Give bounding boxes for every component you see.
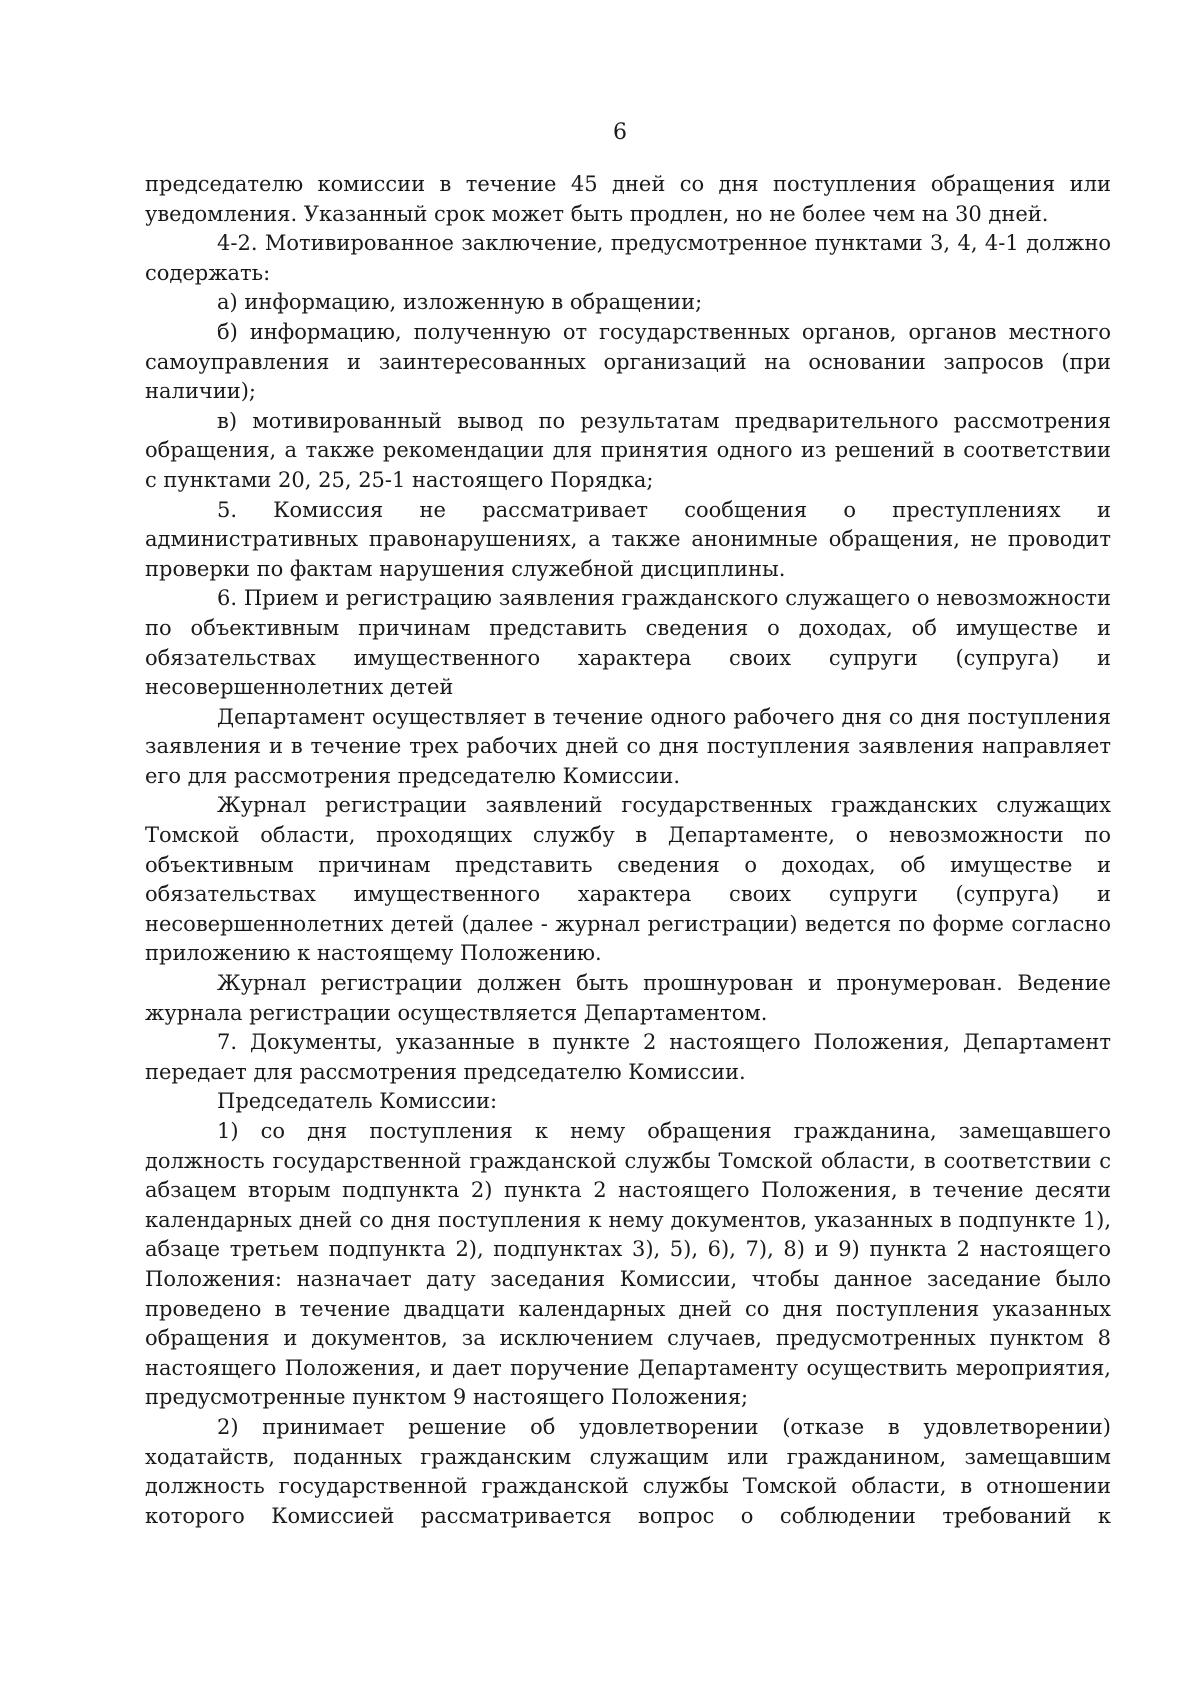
paragraph-4-2-b: б) информацию, полученную от государственных органов, органов местного самоуправления и заинтересованных организаций на основании запросов (при наличии); [145,319,1111,404]
paragraph-6: 6. Прием и регистрацию заявления гражданского служащего о невозможности по объективным причинам представить сведения о доходах, об имуществе и обязательствах имущественного характера своих супруги (супруга) и несовершеннолетних детей [145,586,1111,700]
paragraph-7-item-1: 1) со дня поступления к нему обращения гражданина, замещавшего должность государственной гражданской службы Томской области, в соответствии с абзацем вторым подпункта 2) пункта 2 настоящего Положения, в течение десяти календарных дней со дня поступления к нему документов, указанных в подпункте 1), абзаце третьем подпункта 2), подпунктах 3), 5), 6), 7), 8) и 9) пункта 2 настоящего Положения: назначает дату заседания Комиссии, чтобы данное заседание было проведено в течение двадцати календарных дней со дня поступления указанных обращения и документов, за исключением случаев, предусмотренных пунктом 8 настоящего Положения, и дает поручение Департаменту осуществить мероприятия, предусмотренные пунктом 9 настоящего Положения; [145,1119,1111,1410]
paragraph-4-2-v: в) мотивированный вывод по результатам предварительного рассмотрения обращения, а также рекомендации для принятия одного из решений в соответствии с пунктами 20, 25, 25-1 настоящего Порядка; [145,408,1111,492]
paragraph-continuation: председателю комиссии в течение 45 дней со дня поступления обращения или уведомления. Указанный срок может быть продлен, но не более чем на 30 дней. [145,172,1111,226]
paragraph-4-2: 4-2. Мотивированное заключение, предусмотренное пунктами 3, 4, 4-1 должно содержать: [145,231,1111,285]
document-body [145,170,1111,1531]
paragraph-6-journal: Журнал регистрации заявлений государственных гражданских служащих Томской области, проходящих службу в Департаменте, о невозможности по объективным причинам представить сведения о доходах, об имуществе и обязательствах имущественного характера своих супруги (супруга) и несовершеннолетних детей (далее - журнал регистрации) ведется по форме согласно приложению к настоящему Положению. [145,793,1111,966]
paragraph-7-item-2: 2) принимает решение об удовлетворении (отказе в удовлетворении) ходатайств, поданных гражданским служащим или гражданином, замещавшим должность государственной гражданской службы Томской области, в отношении которого Комиссией рассматривается вопрос о соблюдении требований к [145,1414,1111,1528]
page-number: 6 [613,120,627,145]
paragraph-5: 5. Комиссия не рассматривает сообщения о преступлениях и административных правонарушениях, а также анонимные обращения, не проводит проверки по фактам нарушения служебной дисциплины. [145,497,1111,581]
paragraph-7: 7. Документы, указанные в пункте 2 настоящего Положения, Департамент передает для рассмотрения председателю Комиссии. [145,1030,1111,1084]
paragraph-4-2-a: а) информацию, изложенную в обращении; [217,290,703,315]
paragraph-6-journal-keeping: Журнал регистрации должен быть прошнурован и пронумерован. Ведение журнала регистрации осуществляется Департаментом. [145,971,1111,1025]
paragraph-7-chairman: Председатель Комиссии: [217,1089,498,1114]
paragraph-6-department: Департамент осуществляет в течение одного рабочего дня со дня поступления заявления и в течение трех рабочих дней со дня поступления заявления направляет его для рассмотрения председателю Комиссии. [145,704,1111,788]
